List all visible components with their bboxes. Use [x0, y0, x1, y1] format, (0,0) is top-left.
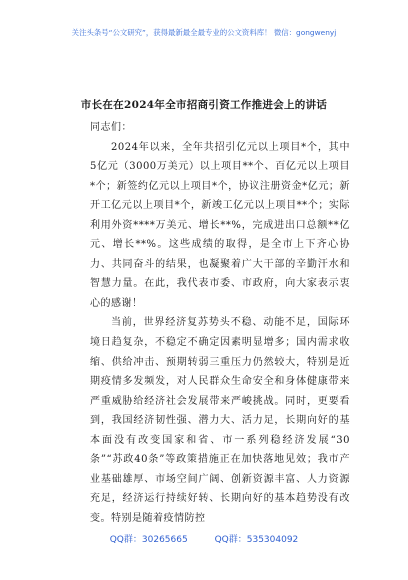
- footer-qq-banner: [0, 532, 408, 545]
- qq-group-1: QQ群：30265665: [109, 535, 188, 545]
- document-body: [90, 116, 350, 528]
- paragraph-2: 当前，世界经济复苏势头不稳、动能不足，国际环境日趋复杂，不稳定不确定因素明显增多；国内需求收缩、供给冲击、预期转弱三重压力仍然较大，特别是近期疫情多发频发，对人民群众生命安全和身体健康带来严重威胁给经济社会发展带来严峻挑战。同时，更要看到，我国经济韧性强、潜力大、活力足，长期向好的基本面没有改变国家和省、市一系列稳经济发展“30条”“苏政40条”等政策措施正在加快落地见效；我市产业基础雄厚、市场空间广阔、创新资源丰富、人力资源充足，经济运行持续好转、长期向好的基本趋势没有改变。特别是随着疫情防控: [90, 317, 350, 524]
- top-promo-banner: 关注头条号“公文研究”，获得最新最全最专业的公文资料库！ 微信：gongwenyj: [71, 28, 337, 37]
- qq-group-2: QQ群：535304092: [214, 535, 299, 545]
- document-title: 市长在在2024年全市招商引资工作推进会上的讲话: [80, 99, 328, 111]
- salutation: 同志们：: [90, 122, 132, 133]
- paragraph-1: 2024年以来，全年共招引亿元以上项目*个，其中5亿元（3000万美元）以上项目**个、百亿元以上项目*个；新签约亿元以上项目*个，协议注册资金*亿元；新开工亿元以上项目*个，新竣工亿元以上项目**个；实际利用外资****万美元、增长**%，完成进出口总额**亿元、增长**%。这些成绩的取得，是全市上下齐心协力、共同奋斗的结果，也凝聚着广大干部的辛勤汗水和智慧力量。在此，我代表市委、市政府，向大家表示衷心的感谢！: [90, 141, 350, 309]
